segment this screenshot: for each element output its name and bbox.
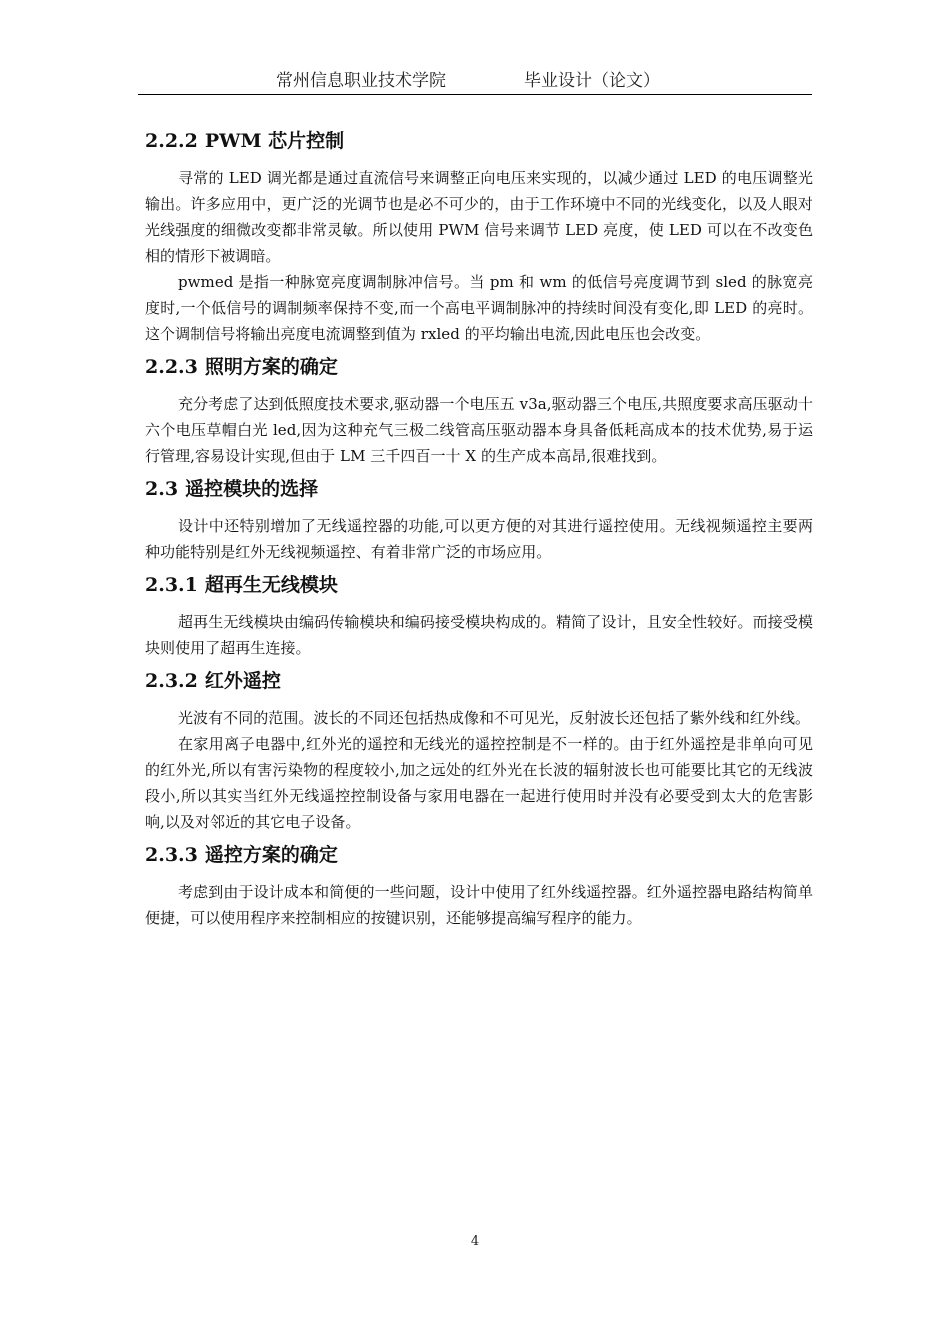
paragraph: 光波有不同的范围。波长的不同还包括热成像和不可见光，反射波长还包括了紫外线和红外线。 [178, 709, 811, 727]
paragraph: 考虑到由于设计成本和简便的一些问题，设计中使用了红外线遥控器。红外遥控器电路结构简单便捷，可以使用程序来控制相应的按键识别，还能够提高编写程序的能力。 [145, 883, 813, 927]
section-title-text: 遥控方案的确定 [204, 844, 338, 866]
section-heading [145, 353, 813, 381]
section-number: 2.3.3 [145, 844, 198, 866]
section-title-text: 红外遥控 [204, 670, 281, 692]
section-2-3 [145, 475, 813, 565]
section-heading [145, 571, 813, 599]
paragraph: 寻常的 LED 调光都是通过直流信号来调整正向电压来实现的，以减少通过 LED 的电压调整光输出。许多应用中，更广泛的光调节也是必不可少的，由于工作环境中不同的光线变化，以及人眼对光线强度的细微改变都非常灵敏。所以使用 PWM 信号来调节 LED 亮度，使 LED 可以在不改变色相的情形下被调暗。 [145, 169, 813, 265]
page-number: 4 [470, 1234, 480, 1249]
section-2-2-2 [145, 127, 813, 347]
section-heading [145, 667, 813, 695]
header-thesis-label: 毕业设计（论文） [524, 71, 660, 91]
section-number: 2.3.2 [145, 670, 198, 692]
section-title-text: 遥控模块的选择 [185, 478, 319, 500]
page-header [138, 70, 812, 95]
paragraph: pwmed 是指一种脉宽亮度调制脉冲信号。当 pm 和 wm 的低信号亮度调节到 sled 的脉宽亮度时,一个低信号的调制频率保持不变,而一个高电平调制脉冲的持续时间没有变化,即 LED 的亮时。这个调制信号将输出亮度电流调整到值为 rxled 的平均输出电流,因此电压也会改变。 [145, 273, 813, 343]
paragraph: 充分考虑了达到低照度技术要求,驱动器一个电压五 v3a,驱动器三个电压,共照度要求高压驱动十六个电压草帽白光 led,因为这种充气三极二线管高压驱动器本身具备低耗高成本的技术优势,易于运行管理,容易设计实现,但由于 LM 三千四百一十 X 的生产成本高昂,很难找到。 [145, 395, 813, 465]
paragraph: 超再生无线模块由编码传输模块和编码接受模块构成的。精简了设计，且安全性较好。而接受模块则使用了超再生连接。 [145, 613, 813, 657]
section-2-3-1 [145, 571, 813, 661]
section-title-text: 超再生无线模块 [204, 574, 338, 596]
section-heading [145, 841, 813, 869]
section-number: 2.2.2 [145, 130, 198, 152]
section-number: 2.3 [145, 478, 179, 500]
section-title-text: 照明方案的确定 [204, 356, 338, 378]
section-heading [145, 127, 813, 155]
section-title-text: PWM 芯片控制 [204, 130, 345, 152]
paragraph: 设计中还特别增加了无线遥控器的功能,可以更方便的对其进行遥控使用。无线视频遥控主要两种功能特别是红外无线视频遥控、有着非常广泛的市场应用。 [145, 517, 813, 561]
section-number: 2.3.1 [145, 574, 198, 596]
section-2-3-3 [145, 841, 813, 931]
section-2-2-3 [145, 353, 813, 469]
section-2-3-2 [145, 667, 813, 835]
section-number: 2.2.3 [145, 356, 198, 378]
header-school-name: 常州信息职业技术学院 [276, 71, 446, 91]
section-heading [145, 475, 813, 503]
paragraph: 在家用离子电器中,红外光的遥控和无线光的遥控控制是不一样的。由于红外遥控是非单向可见的红外光,所以有害污染物的程度较小,加之远处的红外光在长波的辐射波长也可能要比其它的无线波段小,所以其实当红外无线遥控控制设备与家用电器在一起进行使用时并没有必要受到太大的危害影响,以及对邻近的其它电子设备。 [145, 735, 813, 831]
document-body [145, 127, 813, 937]
